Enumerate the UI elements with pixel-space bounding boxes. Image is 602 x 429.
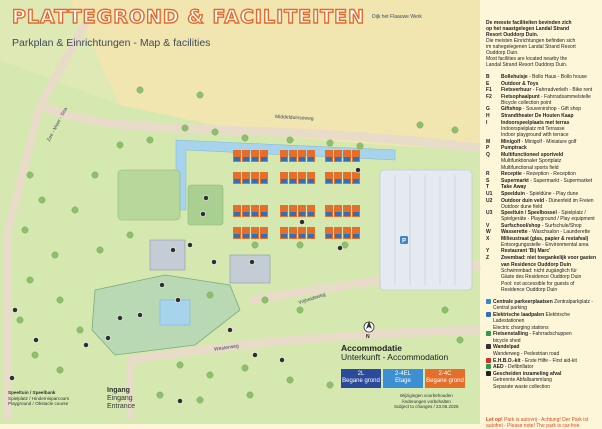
house-unit [308, 234, 314, 238]
house-unit [252, 234, 258, 238]
road-label-middelduinseweg: Middelduinseweg [274, 113, 314, 123]
tree-icon [147, 137, 153, 143]
house-unit [243, 234, 249, 238]
legend-text: Outdoor duin veld - Dünenfeld im Freien Outdoor dune field [501, 197, 594, 210]
legend-symbol-item [486, 325, 598, 331]
legend-intro-nl: De meeste faciliteiten bevinden zich op het naastgelegen Landal Strand Resort Ouddorp Duin. [486, 20, 572, 38]
house-unit [261, 179, 267, 183]
facility-marker-icon [252, 352, 257, 357]
legend-symbol-item [486, 358, 598, 364]
legend-item [486, 274, 598, 280]
house-unit [243, 157, 249, 161]
tree-icon [27, 172, 33, 178]
tree-icon [207, 292, 213, 298]
changes-note: Wijzigingen voorbehouden Änderungen vorbehalten Subject to changes / 23.06.2025 [394, 393, 459, 409]
svg-text:P: P [401, 238, 407, 245]
legend-key: Z [486, 255, 490, 262]
tree-icon [182, 125, 188, 131]
tree-icon [32, 352, 38, 358]
legend-symbol-icon [486, 299, 491, 304]
page-subtitle: Parkplan & Einrichtungen - Map & facilities [12, 37, 211, 49]
legend-text: bicycle shed [493, 337, 521, 344]
house-unit [326, 234, 332, 238]
house-unit [335, 157, 341, 161]
house-unit [234, 212, 240, 216]
legend-key: F2 [486, 93, 492, 100]
house-unit [299, 212, 305, 216]
pool [160, 300, 190, 325]
tree-icon [452, 127, 458, 133]
legend-symbol-icon [486, 312, 491, 317]
house-unit [308, 212, 314, 216]
legend-item [486, 248, 598, 254]
accommodation-type-2-4EL: 2-4EL Etage [383, 369, 423, 388]
page-title: PLATTEGROND & FACILITEITEN [12, 6, 365, 28]
legend-key [486, 262, 501, 274]
legend-text: Take Away [501, 184, 527, 191]
legend-item [486, 94, 598, 106]
legend-key [486, 132, 501, 138]
legend-item [486, 223, 598, 229]
legend-key: R [486, 171, 490, 178]
tree-icon [207, 372, 213, 378]
house-unit [353, 212, 359, 216]
tree-icon [27, 277, 33, 283]
legend-text: Fietsophaalpunt - Fahrradsammelstelle Bicycle collection point [501, 93, 591, 106]
house-unit [353, 157, 359, 161]
facility-marker-icon [355, 167, 360, 172]
house-unit [281, 212, 287, 216]
facility-marker-icon [187, 242, 192, 247]
tree-icon [327, 382, 333, 388]
facility-marker-icon [33, 337, 38, 342]
tree-icon [297, 307, 303, 313]
house-unit [326, 179, 332, 183]
house-unit [308, 157, 314, 161]
legend-text: Wanderweg - Pedestrian road [493, 351, 560, 357]
house-unit [326, 157, 332, 161]
facility-marker-icon [227, 327, 232, 332]
house-unit [261, 234, 267, 238]
house-unit [335, 234, 341, 238]
legend-item [486, 132, 598, 138]
facility-marker-icon [177, 398, 182, 403]
road-label-sea: Zee - Meer - Sea [46, 106, 70, 143]
house-unit [326, 212, 332, 216]
house-unit [243, 179, 249, 183]
facility-marker-icon [200, 211, 205, 216]
house-unit [353, 179, 359, 183]
tree-icon [97, 247, 103, 253]
tree-icon [137, 87, 143, 93]
house-unit [290, 212, 296, 216]
tree-icon [127, 232, 133, 238]
tree-icon [417, 122, 423, 128]
legend-item [486, 281, 598, 287]
legend-item [486, 255, 598, 261]
legend-key: B [486, 74, 490, 80]
sports-field [118, 170, 180, 220]
legend-symbol-icon [486, 364, 491, 369]
legend-text: Wasserette - Waschsalon - Launderette [501, 229, 591, 236]
facility-marker-icon [299, 219, 304, 224]
legend-item [486, 145, 598, 151]
house-unit [234, 157, 240, 161]
legend-text: Indoor playground with terrace [501, 132, 569, 139]
legend-item [486, 198, 598, 210]
house-unit [335, 179, 341, 183]
legend-key: M [486, 138, 491, 145]
restaurant-building [230, 255, 270, 283]
facility-marker-icon [117, 315, 122, 320]
legend-key: G [486, 106, 490, 113]
legend-key: Q [486, 151, 490, 158]
house-unit [252, 157, 258, 161]
legend-symbol-item [486, 338, 598, 344]
legend-text: Restaurant 'Bij Marc' [501, 248, 551, 255]
accommodation-type-2L: 2L Begane grond [341, 369, 381, 388]
legend-intro-de-en: Die meisten Einrichtungen befinden sich im nahegelegenen Landal Strand Resort Ouddorp Duin. Most facilities are located nearby the Landal Strand Resort Ouddorp Duin. [486, 38, 576, 68]
house-unit [281, 179, 287, 183]
facility-marker-icon [9, 375, 14, 380]
house-unit [243, 212, 249, 216]
house-unit [299, 179, 305, 183]
tree-icon [242, 365, 248, 371]
legend-text: Pumptrack [501, 145, 527, 152]
facility-marker-icon [175, 297, 180, 302]
legend-key: W [486, 229, 491, 236]
house-unit [344, 157, 350, 161]
tree-icon [297, 242, 303, 248]
legend-text: Multifunctioneel sportveld Multifunktionaler Sportplatz [501, 151, 564, 164]
legend-symbol-item [486, 331, 598, 337]
legend-text: Supermarkt - Supermarkt - Supermarket [501, 177, 593, 184]
legend-text: Pool: not accessible for guests of [501, 280, 575, 287]
house-unit [281, 157, 287, 161]
house-unit [290, 179, 296, 183]
tree-icon [22, 227, 28, 233]
tree-icon [57, 297, 63, 303]
legend-symbol-item [486, 364, 598, 370]
compass-label: N [366, 334, 370, 340]
legend-text: Milieustraat (glas, papier & restafval) Entsorgungsstelle - Environmental area [501, 235, 589, 248]
legend-symbol-icon [486, 384, 491, 389]
legend-symbol-item [486, 384, 598, 390]
legend-text: Getrennte Abfallsammlung [493, 377, 552, 384]
legend-item [486, 210, 598, 222]
reception-building [150, 240, 185, 270]
legend-symbol-icon [486, 338, 491, 343]
legend-text: Fietsverhuur - Fahrradverleih - Bike rent [501, 87, 593, 94]
legend-symbol-icon [486, 377, 491, 382]
legend-symbol-icon [486, 344, 491, 349]
tree-icon [357, 143, 363, 149]
legend-text: Centrale parkeerplaatsen Zentralparkplatz - Central parking [493, 299, 594, 312]
legend-text: Speelduin - Spieldüne - Play dune [501, 190, 579, 197]
parking-lot [380, 170, 472, 290]
legend-text: AED - Defibrillator [493, 364, 534, 371]
house-unit [234, 179, 240, 183]
facility-marker-icon [211, 259, 216, 264]
house-unit [290, 234, 296, 238]
legend-item [486, 152, 598, 164]
accommodation-type-2-4C: 2-4C Begane grond [425, 369, 465, 388]
legend-item [486, 113, 598, 119]
tree-icon [287, 377, 293, 383]
tree-icon [457, 337, 463, 343]
legend-symbol-icon [486, 331, 491, 336]
house-unit [344, 234, 350, 238]
tree-icon [247, 392, 253, 398]
tree-icon [442, 307, 448, 313]
minigolf-area [188, 185, 223, 225]
tree-icon [157, 392, 163, 398]
legend-text: van Residence Ouddorp Duin Schwimmbad: nicht zugänglich für [501, 261, 577, 274]
facility-marker-icon [137, 312, 142, 317]
legend-key: U2 [486, 197, 493, 204]
accommodation-title: Accommodatie [341, 343, 402, 353]
legend-key: E [486, 80, 490, 87]
legend-text: Giftshop - Souvenirshop - Gift shop [501, 106, 582, 113]
road-label-vrijheidsweg: Vrijheidsweg [297, 291, 327, 307]
facility-marker-icon [105, 335, 110, 340]
house-unit [344, 212, 350, 216]
legend-symbol-item [486, 312, 598, 324]
legend-symbol-icon [486, 351, 491, 356]
legend-text: Indoorspeelplaats met terras Indoorspielplatz mit Terrasse [501, 119, 570, 132]
legend-key: Y [486, 248, 490, 255]
tree-icon [72, 207, 78, 213]
tree-icon [17, 317, 23, 323]
legend-text: Receptie - Rezeption - Reception [501, 171, 576, 178]
legend-symbol-icon [486, 358, 491, 363]
tree-icon [117, 142, 123, 148]
legend-symbol-item [486, 344, 598, 350]
legend-item [486, 184, 598, 190]
legend-items [486, 74, 598, 293]
legend-key: F1 [486, 87, 492, 94]
legend-item [486, 120, 598, 132]
legend-key: I [486, 119, 488, 126]
legend-symbol-item [486, 371, 598, 377]
legend-text: Gescheiden inzameling afval [493, 370, 562, 377]
legend-item [486, 191, 598, 197]
facility-marker-icon [337, 245, 342, 250]
legend-key: H [486, 112, 490, 119]
legend-item [486, 178, 598, 184]
house-unit [308, 179, 314, 183]
legend-item [486, 171, 598, 177]
house-unit [299, 234, 305, 238]
legend-text: Strandtheater De Houten Kaap [501, 112, 574, 119]
facility-marker-icon [279, 357, 284, 362]
playground-label: Speeltuin / Speelbank Spielplatz / Hindernisparcours Playground / Obstacle course [8, 390, 70, 406]
legend-item [486, 81, 598, 87]
legend-text: Bollehuisje - Bollo Haus - Bollo house [501, 74, 587, 80]
tree-icon [197, 92, 203, 98]
tree-icon [242, 135, 248, 141]
legend-item [486, 139, 598, 145]
legend-text: Zwembad: niet toegankelijk voor gasten [501, 255, 597, 262]
legend-text: Wandelpad [493, 344, 520, 351]
legend-text: Surfschool/shop - Surfschule/Shop [501, 222, 582, 229]
legend-symbol-item [486, 299, 598, 311]
legend-text: Multifunctional sports field [501, 164, 559, 171]
house-unit [252, 212, 258, 216]
house-unit [335, 212, 341, 216]
legend-symbol-item [486, 351, 598, 357]
tree-icon [52, 252, 58, 258]
facility-marker-icon [83, 342, 88, 347]
tree-icon [92, 172, 98, 178]
tree-icon [177, 362, 183, 368]
legend-key: P [486, 145, 490, 152]
legend-key: U1 [486, 190, 493, 197]
car-free-note: Let op! Park is autovrij - Achtung! Der Park ist autofrei - Please note! The park is car-free [486, 417, 589, 429]
legend-text: Fietsenstalling - Fahrradschuppen [493, 331, 572, 338]
legend-symbol-icon [486, 325, 491, 330]
tree-icon [77, 327, 83, 333]
legend-item [486, 165, 598, 171]
tree-icon [287, 137, 293, 143]
tree-icon [197, 397, 203, 403]
legend-key: T [486, 184, 490, 191]
legend-item [486, 229, 598, 235]
legend-text: E.H.B.O.-kit - Erste Hilfe - First aid-kit [493, 357, 577, 364]
legend-key [486, 274, 501, 280]
accommodation-subtitle: Unterkunft - Accommodation [341, 352, 449, 362]
tree-icon [252, 242, 258, 248]
house-unit [252, 179, 258, 183]
legend-key [486, 281, 501, 287]
tree-icon [57, 367, 63, 373]
facility-marker-icon [249, 259, 254, 264]
legend-symbol-icon [486, 371, 491, 376]
legend-text: Elektrische laadpalen Elektrische Ladestationen [493, 312, 570, 325]
legend-item [486, 106, 598, 112]
house-unit [261, 157, 267, 161]
house-unit [290, 157, 296, 161]
legend-symbols [486, 299, 598, 390]
facility-marker-icon [203, 195, 208, 200]
tree-icon [327, 140, 333, 146]
legend-item [486, 236, 598, 248]
house-unit [281, 234, 287, 238]
legend-key: U3 [486, 210, 493, 217]
legend-text: Residence Ouddorp Duin [501, 287, 558, 294]
legend-item [486, 262, 598, 274]
road-label-dijk: Dijk het Flaauwe Werk [372, 14, 422, 20]
facility-marker-icon [159, 282, 164, 287]
tree-icon [262, 297, 268, 303]
legend-text: Speeltuin / Speelbossel - Spielplatz / Spielgeräte - Playground / Play equipment [501, 210, 595, 223]
house-unit [261, 212, 267, 216]
legend-key: X [486, 235, 490, 242]
entrance-label: Ingang Eingang Entrance [107, 387, 136, 410]
legend-key: V [486, 222, 490, 229]
house-unit [353, 234, 359, 238]
legend-item [486, 287, 598, 293]
facility-marker-icon [12, 307, 17, 312]
legend-item [486, 74, 598, 80]
legend-item [486, 87, 598, 93]
legend-key: S [486, 177, 490, 184]
tree-icon [39, 197, 45, 203]
house-unit [234, 234, 240, 238]
legend-text: Gäste des Residence Ouddorp Duin [501, 274, 582, 281]
legend-text: Electric charging stations [493, 324, 549, 331]
legend-text: Minigolf - Minigolf - Miniature golf [501, 138, 577, 145]
legend-text: Outdoor & Toys [501, 80, 539, 87]
facility-marker-icon [170, 247, 175, 252]
legend-key [486, 287, 501, 293]
tree-icon [212, 129, 218, 135]
legend-symbol-item [486, 377, 598, 383]
legend-text: Separate waste collection [493, 383, 550, 390]
house-unit [344, 179, 350, 183]
house-unit [299, 157, 305, 161]
legend-key [486, 165, 501, 171]
road-label-westerweg: Westerweg [213, 343, 240, 353]
legend-panel [486, 20, 598, 429]
